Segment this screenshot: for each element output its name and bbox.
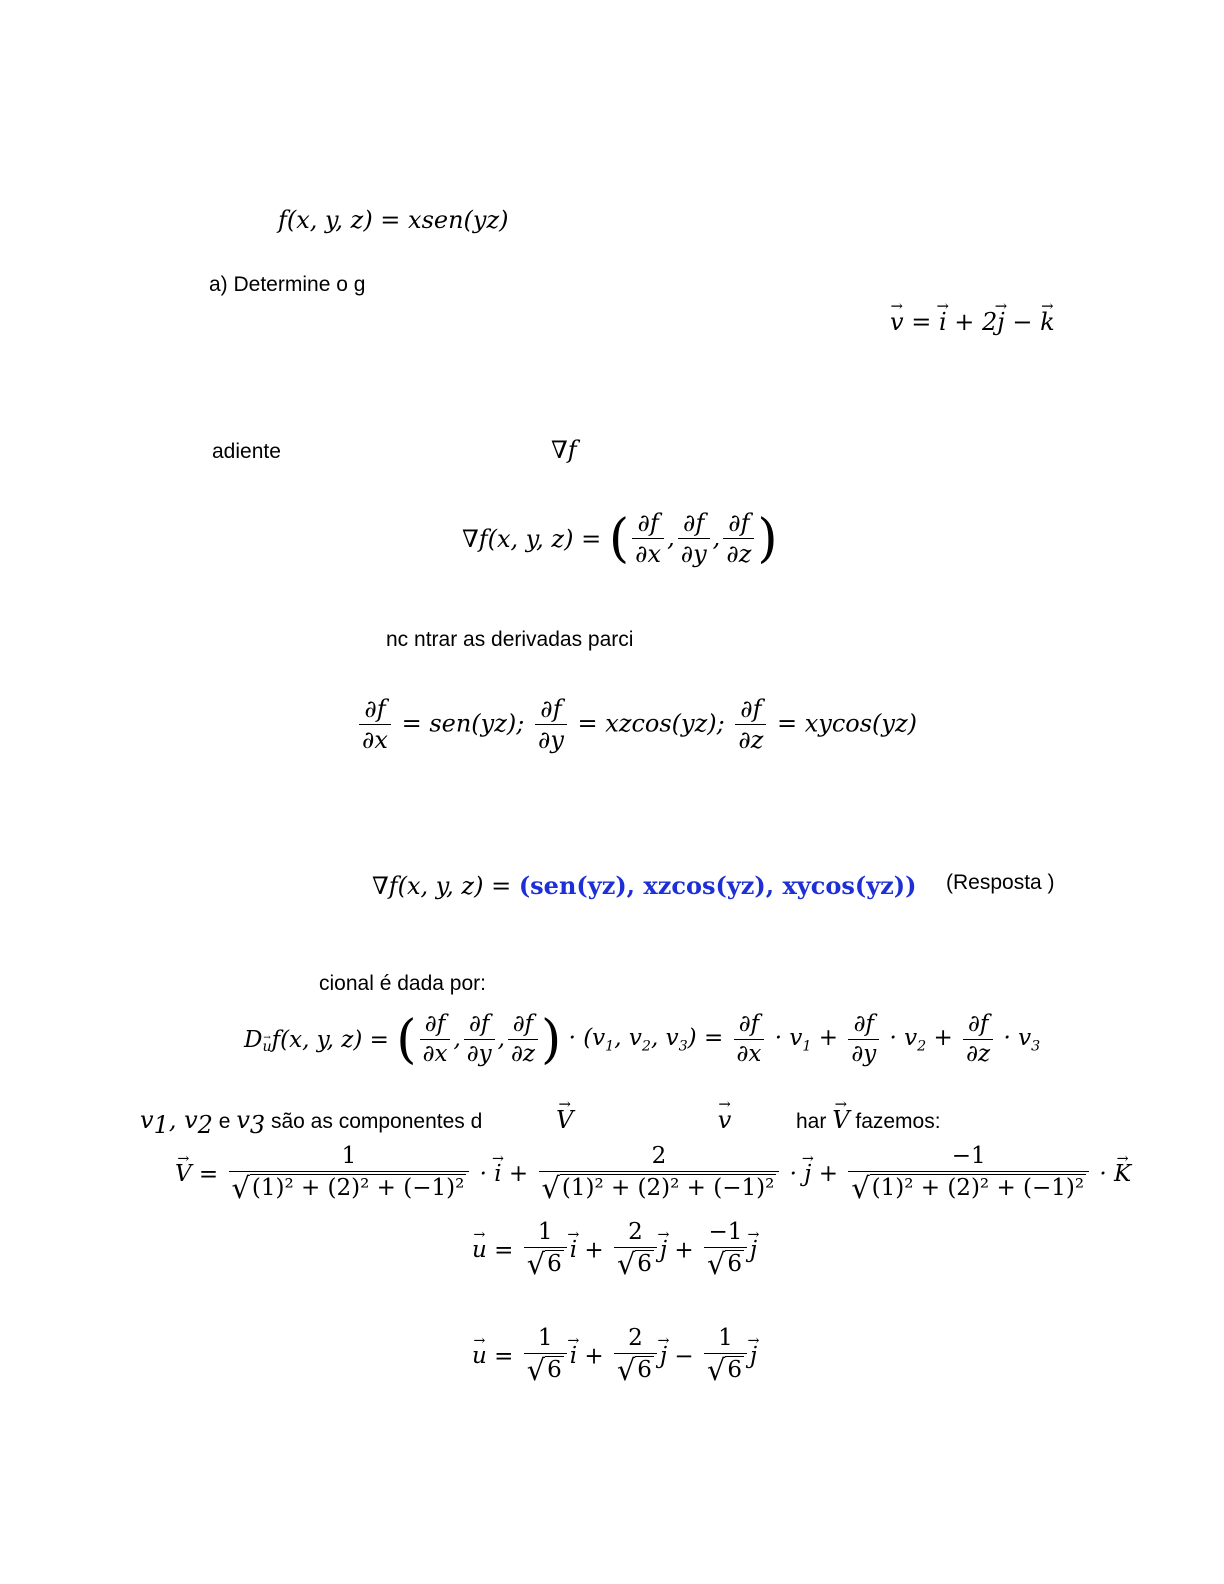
vector-v: → v [890, 308, 904, 336]
partial-derivatives: $\frac{\partial f}{\partial x}$ = sen(yz); $\frac{\partial f}{\partial y}$ = xzcos(yz); $\frac{\partial f}{\partial z}$ = xycos(yz) [356, 696, 917, 754]
vector-i: → i [939, 308, 947, 336]
gradient-result: ∇f(x, y, z) = (sen(yz), xzcos(yz), xycos(yz)) [372, 871, 917, 900]
directional-derivative-formula: D→ $_u$f(x, y, z) = ( $\frac{\partial f}{\partial x}$ , $\frac{\partial f}{\partial y}$ , $\frac{\partial f}{\partial z}$ ) · ($v_1$, $v_2$, $v_3$) = $\frac{\partial f}{\partial x}$ · $v_1$ + $\frac{\partial f}{\partial y}$ · $v_2$ + $\frac{\partial f}{\partial z}$ · $v_3$ [244, 1012, 1040, 1068]
gradient-intro-text: adiente [212, 440, 281, 463]
partial-z: $\frac{\partial f}{\partial z}$ [723, 510, 754, 568]
vector-v-mention: → v [718, 1106, 732, 1134]
unit-vector-step-1: → u = 1 √ 6 → i + 2 √ 6 → j + −1 √ 6 → j [472, 1220, 757, 1281]
direction-vector: → v = → i + 2→ j − → k [890, 308, 1055, 336]
partial-x: $\frac{\partial f}{\partial x}$ [632, 510, 664, 568]
partials-intro: nc ntrar as derivadas parci [386, 628, 634, 651]
components-line: $v_1$, $v_2$ e $v_3$ são as componentes d [140, 1106, 483, 1140]
gradient-answer: (sen(yz), xzcos(yz), xycos(yz)) [518, 871, 917, 900]
function-rhs: xsen(yz) [408, 206, 509, 234]
vector-V-mention: → V [556, 1106, 573, 1134]
normalization-equation: → V = 1 √ (1)² + (2)² + (−1)² · → i + 2 √ (1)² + (2)² + (−1)² · → j + −1 √ (1)² + (2)² + (−1)² · → K [175, 1144, 1131, 1205]
question-a: a) Determine o g [209, 273, 366, 296]
partial-y: $\frac{\partial f}{\partial y}$ [678, 510, 710, 568]
answer-label: (Resposta ) [946, 871, 1055, 894]
vector-k: → k [1040, 308, 1055, 336]
function-definition [278, 206, 509, 234]
directional-intro: cional é dada por: [319, 972, 486, 995]
unit-vector-step-2: → u = 1 √ 6 → i + 2 √ 6 → j − 1 √ 6 → j [472, 1326, 757, 1387]
function-lhs: f(x, y, z) = [278, 206, 409, 234]
gradient-definition: ∇f(x, y, z) = ( $\frac{\partial f}{\partial x}$ , $\frac{\partial f}{\partial y}$ , $\frac{\partial f}{\partial z}$ ) [462, 508, 778, 569]
vector-j: → j [997, 308, 1004, 336]
gradient-symbol: ∇f [551, 436, 577, 464]
components-line-end: har → V fazemos: [796, 1106, 941, 1134]
